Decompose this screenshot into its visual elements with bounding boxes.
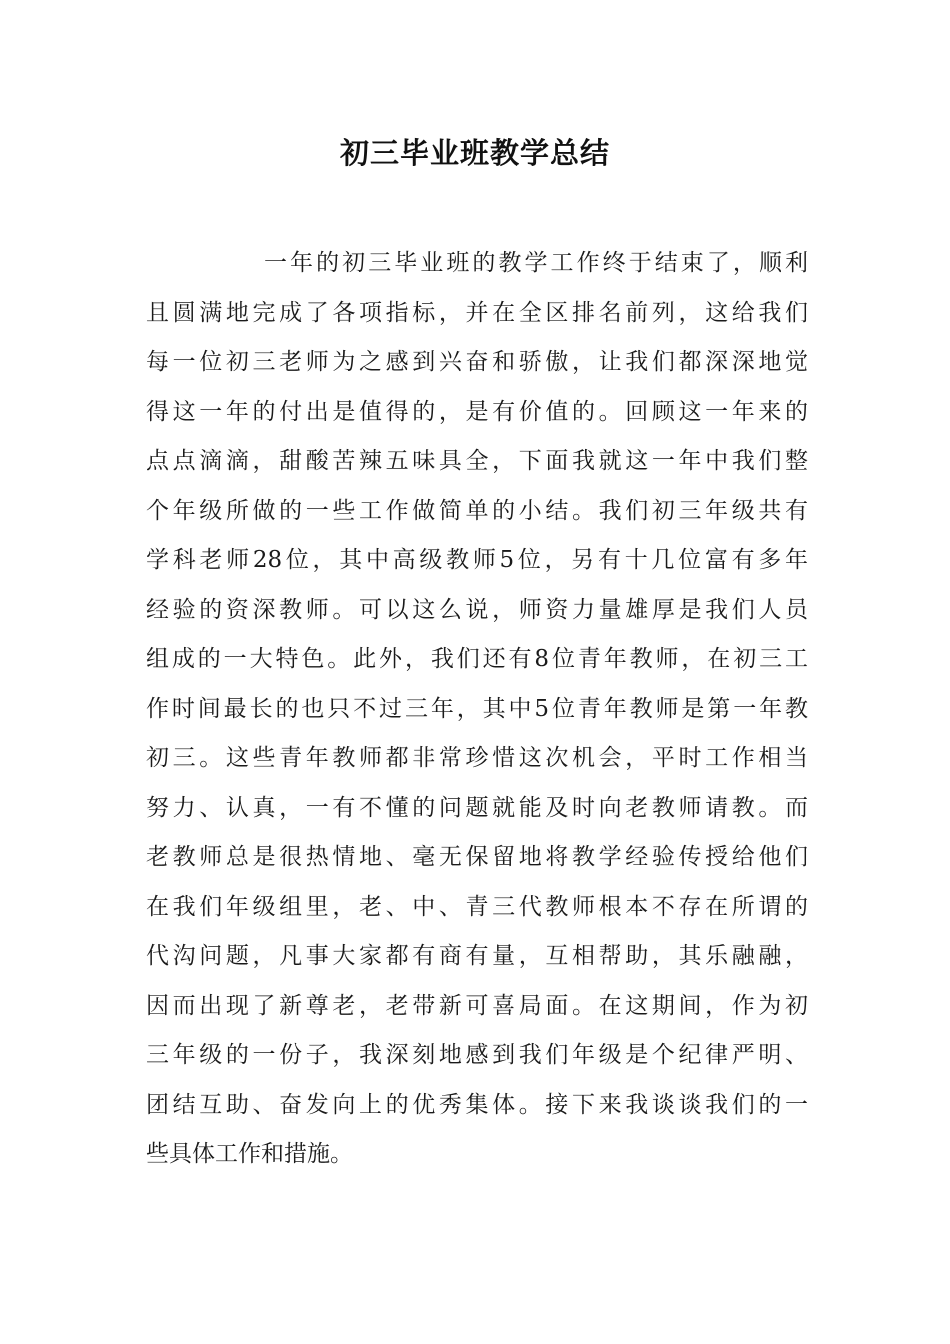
body-line: 个年级所做的一些工作做简单的小结。我们初三年级共有 <box>146 497 808 524</box>
document-title: 初三毕业班教学总结 <box>339 136 610 170</box>
body-line: 组成的一大特色。此外，我们还有8位青年教师，在初三工 <box>146 646 808 672</box>
body-line: 初三。这些青年教师都非常珍惜这次机会，平时工作相当 <box>146 745 808 771</box>
body-line: 学科老师28位，其中高级教师5位，另有十几位富有多年 <box>146 547 808 573</box>
body-line: 老教师总是很热情地、毫无保留地将教学经验传授给他们 <box>146 844 808 870</box>
body-line: 点点滴滴，甜酸苦辣五味具全，下面我就这一年中我们整 <box>146 448 808 474</box>
body-line: 且圆满地完成了各项指标，并在全区排名前列，这给我们 <box>146 299 808 326</box>
body-line: 在我们年级组里，老、中、青三代教师根本不存在所谓的 <box>146 893 808 920</box>
body-line: 每一位初三老师为之感到兴奋和骄傲，让我们都深深地觉 <box>146 349 808 375</box>
body-line: 团结互助、奋发向上的优秀集体。接下来我谈谈我们的一 <box>146 1091 808 1118</box>
body-paragraph <box>146 239 808 1180</box>
body-line: 因而出现了新尊老，老带新可喜局面。在这期间，作为初 <box>146 992 808 1019</box>
body-line: 一年的初三毕业班的教学工作终于结束了，顺利 <box>264 250 808 276</box>
body-line: 作时间最长的也只不过三年，其中5位青年教师是第一年教 <box>146 695 808 722</box>
body-line: 三年级的一份子，我深刻地感到我们年级是个纪律严明、 <box>146 1042 808 1068</box>
body-line: 代沟问题，凡事大家都有商有量，互相帮助，其乐融融， <box>146 943 808 969</box>
body-line: 努力、认真，一有不懂的问题就能及时向老教师请教。而 <box>146 794 808 821</box>
body-line: 得这一年的付出是值得的，是有价值的。回顾这一年来的 <box>146 398 808 425</box>
body-line: 经验的资深教师。可以这么说，师资力量雄厚是我们人员 <box>146 596 808 623</box>
body-line: 些具体工作和措施。 <box>146 1141 353 1167</box>
